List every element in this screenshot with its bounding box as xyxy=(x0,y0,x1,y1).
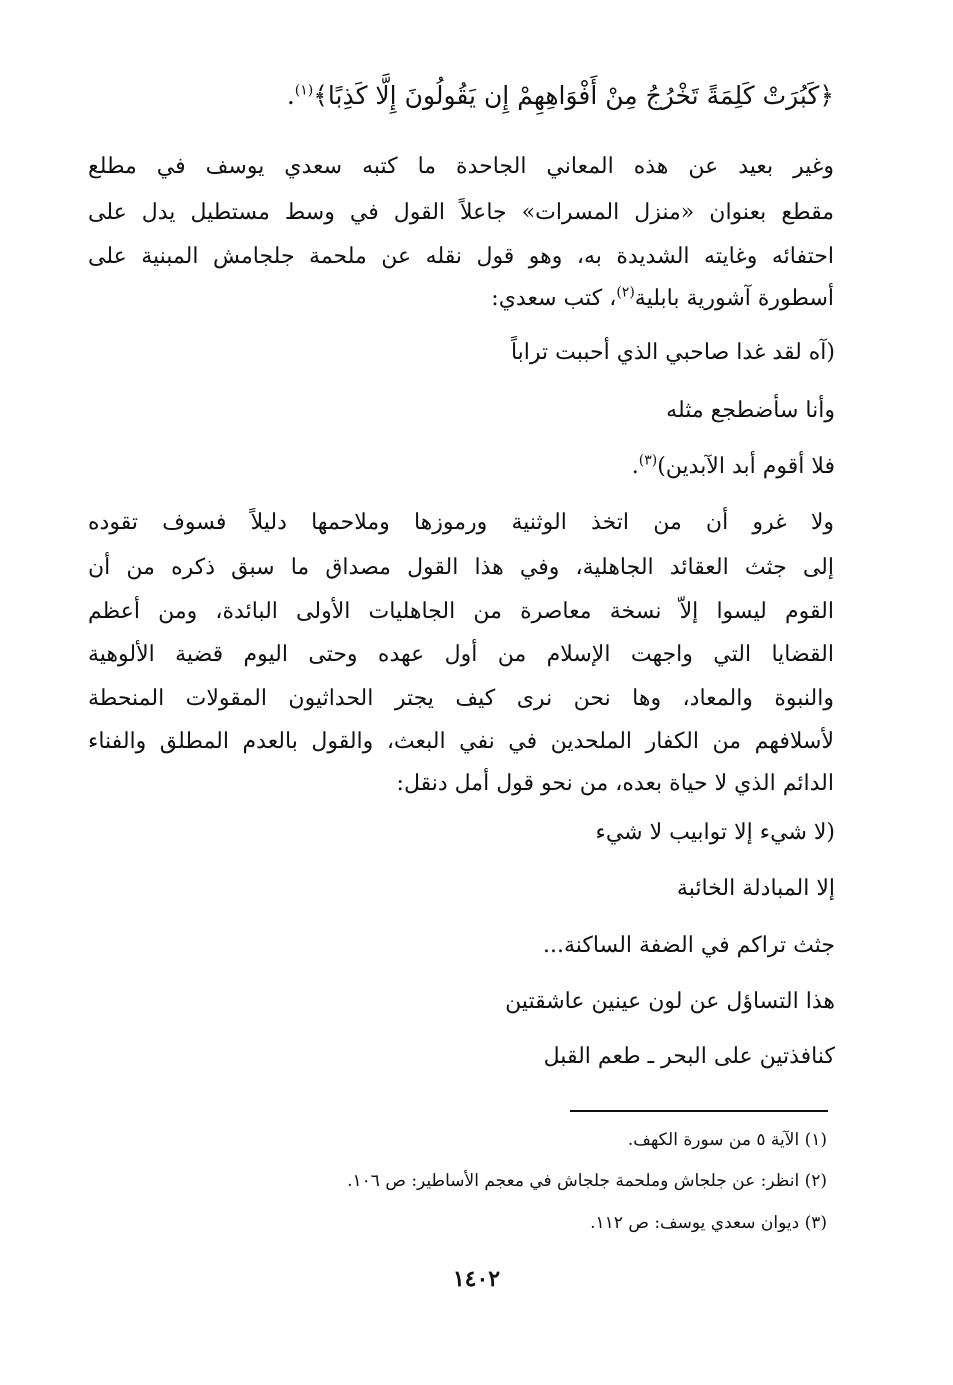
paragraph2-line-7: الدائم الذي لا حياة بعده، من نحو قول أمل دنقل: xyxy=(396,771,834,796)
poem2-line-4: هذا التساؤل عن لون عينين عاشقتين xyxy=(505,989,835,1014)
poem1-line-3 xyxy=(632,452,835,482)
quran-verse-tail: . xyxy=(286,81,295,110)
poem2-line-5: كنافذتين على البحر ـ طعم القبل xyxy=(543,1044,835,1069)
footnote-ref-2: (٢) xyxy=(616,284,635,301)
page-number: ١٤٠٢ xyxy=(452,1266,501,1292)
paragraph1-line-2: مقطع بعنوان «منزل المسرات» جاعلاً القول في وسط مستطيل يدل على xyxy=(88,200,834,225)
paragraph1-line-4-end: ، كتب سعدي: xyxy=(491,286,617,311)
quran-verse xyxy=(268,78,834,114)
quran-verse-text: ﴿كَبُرَتْ كَلِمَةً تَخْرُجُ مِنْ أَفْوَاهِهِمْ إِن يَقُولُونَ إِلَّا كَذِبًا﴾ xyxy=(313,81,834,110)
poem2-line-1: (لا شيء إلا توابيب لا شيء xyxy=(595,820,835,845)
paragraph2-line-3: القوم ليسوا إلاّ نسخة معاصرة من الجاهليات الأولى البائدة، ومن أعظم xyxy=(88,599,834,624)
footnote-3: (٣) ديوان سعدي يوسف: ص ١١٢. xyxy=(590,1213,827,1233)
paragraph1-line-1: وغير بعيد عن هذه المعاني الجاحدة ما كتبه سعدي يوسف في مطلع xyxy=(88,154,834,179)
paragraph2-line-2: إلى جثث العقائد الجاهلية، وفي هذا القول مصداق ما سبق ذكره من أن xyxy=(88,555,834,580)
paragraph2-line-6: لأسلافهم من الكفار الملحدين في نفي البعث، والقول بالعدم المطلق والفناء xyxy=(88,729,834,754)
poem2-line-2: إلا المبادلة الخائبة xyxy=(676,876,835,901)
paragraph2-line-4: القضايا التي واجهت الإسلام من أول عهده وحتى اليوم قضية الألوهية xyxy=(88,642,834,667)
poem1-line-2: وأنا سأضطجع مثله xyxy=(666,398,835,423)
poem1-line-3-end: . xyxy=(631,454,639,479)
poem1-line-3-start: فلا أقوم أبد الآبدين) xyxy=(657,454,835,479)
paragraph1-line-4 xyxy=(491,284,834,314)
footnote-ref-1: (١) xyxy=(294,82,314,99)
paragraph2-line-1: ولا غرو أن من اتخذ الوثنية ورموزها وملاحمها دليلاً فسوف تقوده xyxy=(88,510,834,535)
poem2-line-3: جثث تراكم في الضفة الساكنة... xyxy=(542,933,835,958)
poem1-line-1: (آه لقد غدا صاحبي الذي أحببت تراباً xyxy=(510,340,835,365)
footnote-2: (٢) انظر: عن جلجاش وملحمة جلجاش في معجم الأساطير: ص ١٠٦. xyxy=(347,1171,827,1191)
paragraph1-line-4-start: أسطورة آشورية بابلية xyxy=(634,286,834,311)
paragraph1-line-3: احتفائه وغايته الشديدة به، وهو قول نقله عن ملحمة جلجامش المبنية على xyxy=(88,244,834,269)
footnote-separator xyxy=(570,1110,828,1112)
paragraph2-line-5: والنبوة والمعاد، وها نحن نرى كيف يجتر الحداثيون المقولات المنحطة xyxy=(88,686,834,711)
footnote-ref-3: (٣) xyxy=(638,452,658,469)
footnote-1: (١) الآية ٥ من سورة الكهف. xyxy=(627,1130,827,1150)
